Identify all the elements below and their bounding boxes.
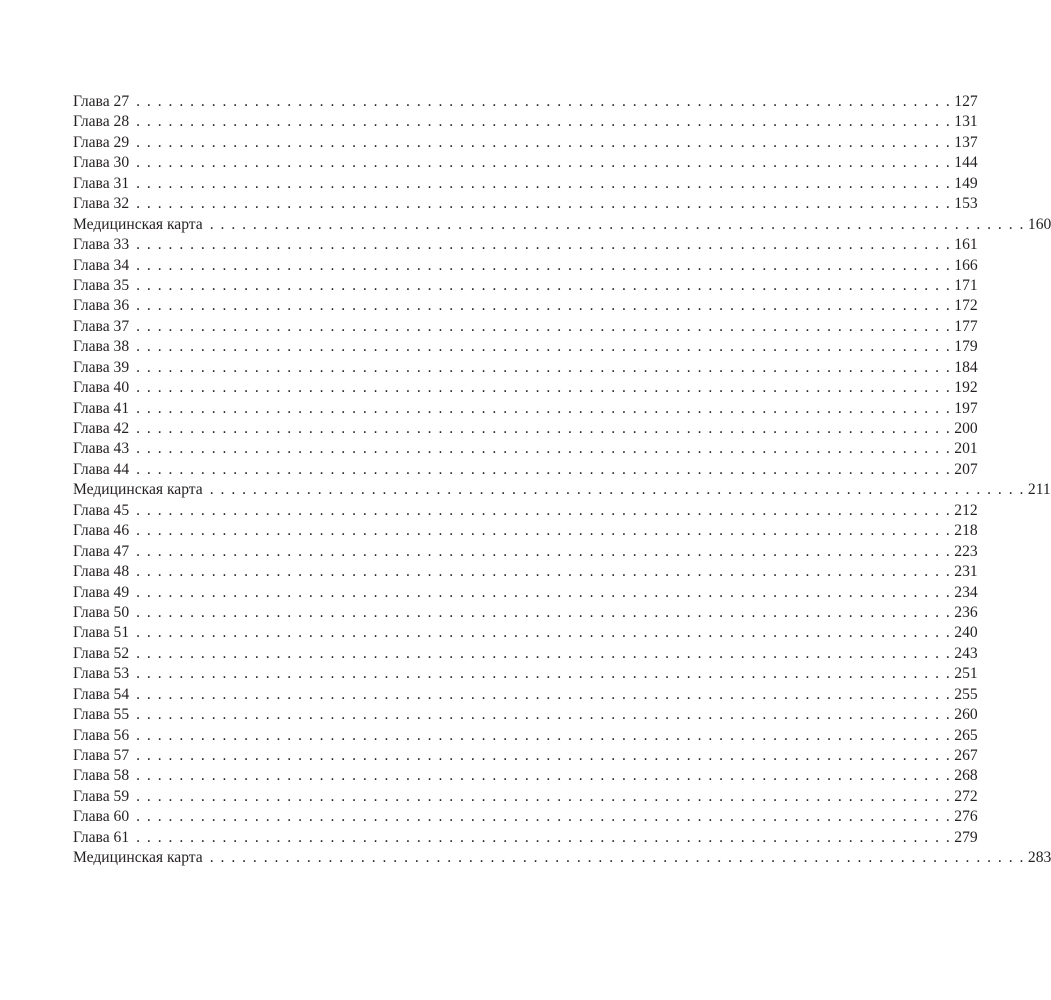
toc-entry[interactable] bbox=[73, 296, 978, 316]
toc-entry-title: Медицинская карта bbox=[73, 849, 203, 867]
dot-leader: . . . . . . . . . . . . . . . . . . . . . . . . . . . . . . . . . . . . . . . . . . . . . . . . . . . . . . . . . . . . . . . . . . . . . . . . . . . . bbox=[136, 93, 952, 110]
toc-entry-page-number: 179 bbox=[954, 338, 978, 356]
dot-leader: . . . . . . . . . . . . . . . . . . . . . . . . . . . . . . . . . . . . . . . . . . . . . . . . . . . . . . . . . . . . . . . . . . . . . . . . . . . . bbox=[136, 808, 952, 826]
dot-leader: . . . . . . . . . . . . . . . . . . . . . . . . . . . . . . . . . . . . . . . . . . . . . . . . . . . . . . . . . . . . . . . . . . . . . . . . . . . . bbox=[136, 460, 952, 478]
dot-leader: . . . . . . . . . . . . . . . . . . . . . . . . . . . . . . . . . . . . . . . . . . . . . . . . . . . . . . . . . . . . . . . . . . . . . . . . . . . . bbox=[136, 828, 952, 846]
toc-entry-page-number: 212 bbox=[954, 501, 978, 519]
dot-leader: . . . . . . . . . . . . . . . . . . . . . . . . . . . . . . . . . . . . . . . . . . . . . . . . . . . . . . . . . . . . . . . . . . . . . . . . . . . . bbox=[136, 297, 952, 315]
toc-entry-page-number: 251 bbox=[954, 665, 978, 683]
dot-leader: . . . . . . . . . . . . . . . . . . . . . . . . . . . . . . . . . . . . . . . . . . . . . . . . . . . . . . . . . . . . . . . . . . . . . . . . . . . . bbox=[136, 747, 952, 764]
dot-leader: . . . . . . . . . . . . . . . . . . . . . . . . . . . . . . . . . . . . . . . . . . . . . . . . . . . . . . . . . . . . . . . . . . . . . . . . . . . . bbox=[136, 787, 952, 805]
toc-entry-title: Глава 29 bbox=[73, 133, 130, 151]
toc-entry-title: Медицинская карта bbox=[73, 481, 203, 499]
toc-entry-page-number: 279 bbox=[954, 828, 978, 846]
toc-entry[interactable] bbox=[73, 460, 978, 480]
toc-entry-page-number: 260 bbox=[954, 706, 978, 724]
toc-entry-title: Глава 35 bbox=[73, 276, 130, 294]
toc-entry[interactable] bbox=[73, 439, 978, 459]
toc-entry-title: Глава 49 bbox=[73, 583, 130, 601]
toc-entry-title: Глава 28 bbox=[73, 113, 130, 131]
toc-entry-title: Глава 59 bbox=[73, 787, 130, 805]
toc-entry[interactable] bbox=[73, 419, 978, 439]
toc-entry-page-number: 184 bbox=[954, 358, 978, 376]
toc-entry[interactable] bbox=[73, 828, 978, 848]
toc-entry[interactable] bbox=[73, 562, 978, 582]
table-of-contents bbox=[73, 92, 1051, 869]
toc-entry[interactable] bbox=[73, 807, 978, 827]
toc-entry-page-number: 240 bbox=[954, 624, 978, 642]
dot-leader: . . . . . . . . . . . . . . . . . . . . . . . . . . . . . . . . . . . . . . . . . . . . . . . . . . . . . . . . . . . . . . . . . . . . . . . . . . . . bbox=[136, 542, 952, 560]
dot-leader: . . . . . . . . . . . . . . . . . . . . . . . . . . . . . . . . . . . . . . . . . . . . . . . . . . . . . . . . . . . . . . . . . . . . . . . . . . . . bbox=[136, 644, 952, 662]
toc-entry-page-number: 172 bbox=[954, 297, 978, 315]
toc-entry[interactable] bbox=[73, 480, 1051, 500]
toc-entry[interactable] bbox=[73, 112, 978, 132]
toc-entry-title: Глава 61 bbox=[73, 828, 130, 846]
toc-entry-page-number: 149 bbox=[954, 174, 978, 192]
toc-entry-page-number: 166 bbox=[954, 256, 978, 274]
toc-entry[interactable] bbox=[73, 317, 978, 337]
toc-entry-page-number: 272 bbox=[954, 787, 978, 805]
toc-entry-page-number: 201 bbox=[954, 440, 978, 458]
toc-entry[interactable] bbox=[73, 337, 978, 357]
toc-entry-page-number: 218 bbox=[954, 522, 978, 540]
toc-entry-title: Глава 48 bbox=[73, 563, 130, 581]
toc-entry-title: Глава 50 bbox=[73, 603, 130, 621]
toc-entry-title: Глава 52 bbox=[73, 644, 130, 662]
toc-entry[interactable] bbox=[73, 256, 978, 276]
toc-entry-title: Глава 43 bbox=[73, 440, 130, 458]
toc-entry[interactable] bbox=[73, 766, 978, 786]
toc-entry-title: Глава 37 bbox=[73, 317, 130, 335]
toc-entry[interactable] bbox=[73, 194, 978, 214]
dot-leader: . . . . . . . . . . . . . . . . . . . . . . . . . . . . . . . . . . . . . . . . . . . . . . . . . . . . . . . . . . . . . . . . . . . . . . . . . . . . bbox=[136, 154, 952, 172]
dot-leader: . . . . . . . . . . . . . . . . . . . . . . . . . . . . . . . . . . . . . . . . . . . . . . . . . . . . . . . . . . . . . . . . . . . . . . . . . . . . bbox=[136, 501, 952, 519]
dot-leader: . . . . . . . . . . . . . . . . . . . . . . . . . . . . . . . . . . . . . . . . . . . . . . . . . . . . . . . . . . . . . . . . . . . . . . . . . . . . bbox=[136, 726, 952, 744]
toc-entry[interactable] bbox=[73, 685, 978, 705]
dot-leader: . . . . . . . . . . . . . . . . . . . . . . . . . . . . . . . . . . . . . . . . . . . . . . . . . . . . . . . . . . . . . . . . . . . . . . . . . . . . bbox=[136, 317, 952, 335]
toc-entry[interactable] bbox=[73, 787, 978, 807]
toc-entry[interactable] bbox=[73, 358, 978, 378]
toc-entry-title: Глава 33 bbox=[73, 236, 130, 254]
dot-leader: . . . . . . . . . . . . . . . . . . . . . . . . . . . . . . . . . . . . . . . . . . . . . . . . . . . . . . . . . . . . . . . . . . . . . . . . . . . . bbox=[136, 522, 952, 540]
dot-leader: . . . . . . . . . . . . . . . . . . . . . . . . . . . . . . . . . . . . . . . . . . . . . . . . . . . . . . . . . . . . . . . . . . . . . . . . . . . . bbox=[136, 563, 952, 581]
toc-entry-title: Глава 38 bbox=[73, 338, 130, 356]
toc-entry[interactable] bbox=[73, 174, 978, 194]
toc-entry-page-number: 192 bbox=[954, 379, 978, 397]
toc-entry[interactable] bbox=[73, 644, 978, 664]
toc-entry-page-number: 200 bbox=[954, 420, 978, 437]
dot-leader: . . . . . . . . . . . . . . . . . . . . . . . . . . . . . . . . . . . . . . . . . . . . . . . . . . . . . . . . . . . . . . . . . . . . . . . . . . . . bbox=[209, 849, 1025, 867]
toc-entry-page-number: 131 bbox=[954, 113, 978, 131]
toc-entry-title: Глава 32 bbox=[73, 195, 130, 213]
toc-entry-title: Глава 42 bbox=[73, 420, 130, 437]
toc-entry[interactable] bbox=[73, 133, 978, 153]
toc-entry[interactable] bbox=[73, 583, 978, 603]
toc-entry-page-number: 265 bbox=[954, 726, 978, 744]
toc-entry-page-number: 153 bbox=[954, 195, 978, 213]
toc-entry-title: Глава 51 bbox=[73, 624, 130, 642]
dot-leader: . . . . . . . . . . . . . . . . . . . . . . . . . . . . . . . . . . . . . . . . . . . . . . . . . . . . . . . . . . . . . . . . . . . . . . . . . . . . bbox=[209, 481, 1025, 499]
toc-entry[interactable] bbox=[73, 705, 978, 725]
toc-entry[interactable] bbox=[73, 215, 1051, 235]
toc-entry[interactable] bbox=[73, 664, 978, 684]
toc-entry[interactable] bbox=[73, 521, 978, 541]
toc-entry[interactable] bbox=[73, 501, 978, 521]
dot-leader: . . . . . . . . . . . . . . . . . . . . . . . . . . . . . . . . . . . . . . . . . . . . . . . . . . . . . . . . . . . . . . . . . . . . . . . . . . . . bbox=[136, 767, 952, 785]
toc-entry-page-number: 268 bbox=[954, 767, 978, 785]
toc-entry-title: Глава 60 bbox=[73, 808, 130, 826]
toc-entry-title: Глава 55 bbox=[73, 706, 130, 724]
toc-entry-title: Глава 36 bbox=[73, 297, 130, 315]
dot-leader: . . . . . . . . . . . . . . . . . . . . . . . . . . . . . . . . . . . . . . . . . . . . . . . . . . . . . . . . . . . . . . . . . . . . . . . . . . . . bbox=[136, 174, 952, 192]
dot-leader: . . . . . . . . . . . . . . . . . . . . . . . . . . . . . . . . . . . . . . . . . . . . . . . . . . . . . . . . . . . . . . . . . . . . . . . . . . . . bbox=[136, 706, 952, 724]
toc-entry-page-number: 283 bbox=[1027, 849, 1051, 867]
toc-entry-page-number: 255 bbox=[954, 685, 978, 703]
toc-entry-page-number: 160 bbox=[1027, 215, 1051, 233]
toc-entry[interactable] bbox=[73, 603, 978, 623]
dot-leader: . . . . . . . . . . . . . . . . . . . . . . . . . . . . . . . . . . . . . . . . . . . . . . . . . . . . . . . . . . . . . . . . . . . . . . . . . . . . bbox=[136, 133, 952, 151]
toc-entry[interactable] bbox=[73, 153, 978, 173]
toc-entry[interactable] bbox=[73, 726, 978, 746]
dot-leader: . . . . . . . . . . . . . . . . . . . . . . . . . . . . . . . . . . . . . . . . . . . . . . . . . . . . . . . . . . . . . . . . . . . . . . . . . . . . bbox=[209, 215, 1025, 233]
dot-leader: . . . . . . . . . . . . . . . . . . . . . . . . . . . . . . . . . . . . . . . . . . . . . . . . . . . . . . . . . . . . . . . . . . . . . . . . . . . . bbox=[136, 624, 952, 642]
dot-leader: . . . . . . . . . . . . . . . . . . . . . . . . . . . . . . . . . . . . . . . . . . . . . . . . . . . . . . . . . . . . . . . . . . . . . . . . . . . . bbox=[136, 113, 952, 131]
dot-leader: . . . . . . . . . . . . . . . . . . . . . . . . . . . . . . . . . . . . . . . . . . . . . . . . . . . . . . . . . . . . . . . . . . . . . . . . . . . . bbox=[136, 665, 952, 683]
toc-entry-title: Глава 45 bbox=[73, 501, 130, 519]
dot-leader: . . . . . . . . . . . . . . . . . . . . . . . . . . . . . . . . . . . . . . . . . . . . . . . . . . . . . . . . . . . . . . . . . . . . . . . . . . . . bbox=[136, 338, 952, 356]
dot-leader: . . . . . . . . . . . . . . . . . . . . . . . . . . . . . . . . . . . . . . . . . . . . . . . . . . . . . . . . . . . . . . . . . . . . . . . . . . . . bbox=[136, 603, 952, 621]
dot-leader: . . . . . . . . . . . . . . . . . . . . . . . . . . . . . . . . . . . . . . . . . . . . . . . . . . . . . . . . . . . . . . . . . . . . . . . . . . . . bbox=[136, 379, 952, 397]
toc-entry-page-number: 236 bbox=[954, 603, 978, 621]
toc-entry-title: Глава 39 bbox=[73, 358, 130, 376]
dot-leader: . . . . . . . . . . . . . . . . . . . . . . . . . . . . . . . . . . . . . . . . . . . . . . . . . . . . . . . . . . . . . . . . . . . . . . . . . . . . bbox=[136, 276, 952, 294]
toc-entry-page-number: 161 bbox=[954, 236, 978, 254]
toc-entry-page-number: 231 bbox=[954, 563, 978, 581]
toc-entry-title: Глава 56 bbox=[73, 726, 130, 744]
dot-leader: . . . . . . . . . . . . . . . . . . . . . . . . . . . . . . . . . . . . . . . . . . . . . . . . . . . . . . . . . . . . . . . . . . . . . . . . . . . . bbox=[136, 236, 952, 254]
toc-entry-title: Глава 53 bbox=[73, 665, 130, 683]
toc-entry-page-number: 211 bbox=[1027, 481, 1051, 499]
toc-entry-title: Глава 54 bbox=[73, 685, 130, 703]
toc-entry-page-number: 223 bbox=[954, 542, 978, 560]
toc-entry-title: Глава 27 bbox=[73, 93, 130, 110]
dot-leader: . . . . . . . . . . . . . . . . . . . . . . . . . . . . . . . . . . . . . . . . . . . . . . . . . . . . . . . . . . . . . . . . . . . . . . . . . . . . bbox=[136, 685, 952, 703]
dot-leader: . . . . . . . . . . . . . . . . . . . . . . . . . . . . . . . . . . . . . . . . . . . . . . . . . . . . . . . . . . . . . . . . . . . . . . . . . . . . bbox=[136, 440, 952, 458]
toc-entry-page-number: 207 bbox=[954, 460, 978, 478]
toc-entry-page-number: 127 bbox=[954, 93, 978, 110]
toc-entry[interactable] bbox=[73, 746, 978, 766]
toc-entry-title: Глава 57 bbox=[73, 747, 130, 764]
toc-entry[interactable] bbox=[73, 235, 978, 255]
toc-entry-page-number: 276 bbox=[954, 808, 978, 826]
toc-entry-page-number: 243 bbox=[954, 644, 978, 662]
toc-entry[interactable] bbox=[73, 848, 1051, 868]
toc-entry-title: Глава 44 bbox=[73, 460, 130, 478]
toc-entry-title: Глава 31 bbox=[73, 174, 130, 192]
toc-entry-page-number: 171 bbox=[954, 276, 978, 294]
toc-entry[interactable] bbox=[73, 276, 978, 296]
toc-entry-page-number: 177 bbox=[954, 317, 978, 335]
toc-entry-title: Глава 47 bbox=[73, 542, 130, 560]
toc-entry-page-number: 137 bbox=[954, 133, 978, 151]
toc-entry-title: Глава 34 bbox=[73, 256, 130, 274]
toc-entry-title: Глава 30 bbox=[73, 154, 130, 172]
toc-entry[interactable] bbox=[73, 542, 978, 562]
dot-leader: . . . . . . . . . . . . . . . . . . . . . . . . . . . . . . . . . . . . . . . . . . . . . . . . . . . . . . . . . . . . . . . . . . . . . . . . . . . . bbox=[136, 399, 952, 417]
toc-entry-title: Глава 40 bbox=[73, 379, 130, 397]
toc-entry-title: Глава 58 bbox=[73, 767, 130, 785]
dot-leader: . . . . . . . . . . . . . . . . . . . . . . . . . . . . . . . . . . . . . . . . . . . . . . . . . . . . . . . . . . . . . . . . . . . . . . . . . . . . bbox=[136, 420, 952, 437]
toc-entry-title: Глава 46 bbox=[73, 522, 130, 540]
toc-entry-title: Глава 41 bbox=[73, 399, 130, 417]
toc-entry-title: Медицинская карта bbox=[73, 215, 203, 233]
toc-entry[interactable] bbox=[73, 623, 978, 643]
toc-entry-page-number: 234 bbox=[954, 583, 978, 601]
toc-entry[interactable] bbox=[73, 378, 978, 398]
dot-leader: . . . . . . . . . . . . . . . . . . . . . . . . . . . . . . . . . . . . . . . . . . . . . . . . . . . . . . . . . . . . . . . . . . . . . . . . . . . . bbox=[136, 195, 952, 213]
toc-entry-page-number: 197 bbox=[954, 399, 978, 417]
toc-entry[interactable] bbox=[73, 92, 978, 112]
dot-leader: . . . . . . . . . . . . . . . . . . . . . . . . . . . . . . . . . . . . . . . . . . . . . . . . . . . . . . . . . . . . . . . . . . . . . . . . . . . . bbox=[136, 358, 952, 376]
dot-leader: . . . . . . . . . . . . . . . . . . . . . . . . . . . . . . . . . . . . . . . . . . . . . . . . . . . . . . . . . . . . . . . . . . . . . . . . . . . . bbox=[136, 583, 952, 601]
toc-entry[interactable] bbox=[73, 399, 978, 419]
toc-entry-page-number: 267 bbox=[954, 747, 978, 764]
toc-entry-page-number: 144 bbox=[954, 154, 978, 172]
dot-leader: . . . . . . . . . . . . . . . . . . . . . . . . . . . . . . . . . . . . . . . . . . . . . . . . . . . . . . . . . . . . . . . . . . . . . . . . . . . . bbox=[136, 256, 952, 274]
